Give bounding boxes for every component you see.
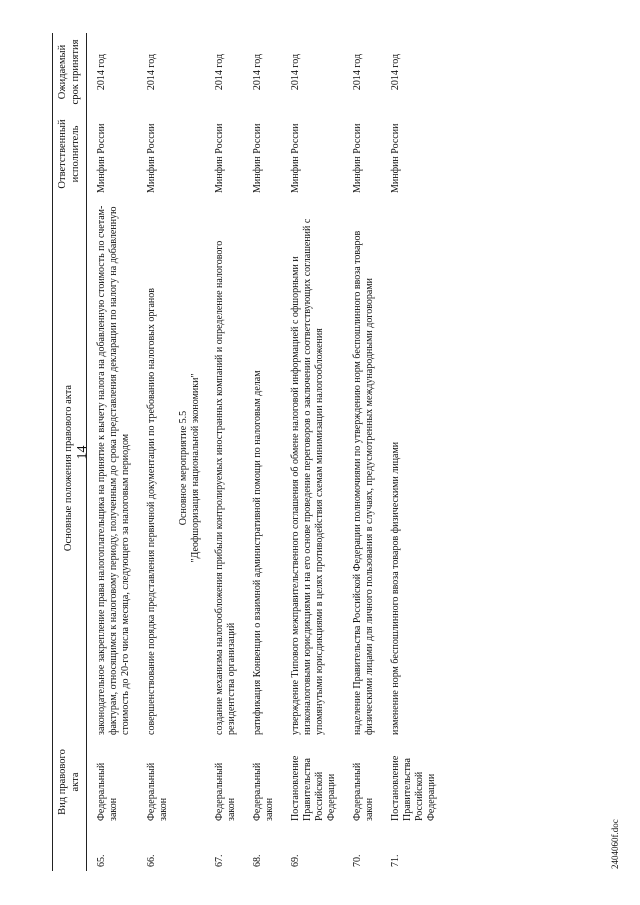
expected-deadline: 2014 год (252, 53, 264, 91)
table-row (281, 33, 343, 871)
responsible-executor: Минфин России (146, 123, 158, 193)
header-deadline: Ожидаемый срок принятия (53, 33, 87, 111)
header-act-type: Вид правового акта (53, 739, 87, 825)
responsible-executor: Минфин России (96, 123, 108, 193)
expected-deadline: 2014 год (214, 53, 226, 91)
act-provisions: создание механизма налогообложения прибыли контролируемых иностранных компаний и определение налогового резидентства организаций (214, 240, 238, 735)
expected-deadline: 2014 год (352, 53, 364, 91)
expected-deadline: 2014 год (96, 53, 108, 91)
section-heading (175, 197, 205, 739)
table-row (243, 33, 281, 871)
section-title: Основное мероприятие 5.5 (178, 410, 190, 526)
table-header-row (53, 33, 87, 871)
act-provisions: наделение Правительства Российской Федерации полномочиями по утверждению норм беспошлинного ввоза товаров физическими лицами для личного пользования в случаях, предусмотренных международными договорами (352, 230, 376, 735)
table-row (205, 33, 243, 871)
responsible-executor: Минфин России (214, 123, 226, 193)
act-type: Постановление Правительства Российской Федерации (290, 755, 338, 821)
row-number: 66. (146, 854, 158, 867)
expected-deadline: 2014 год (146, 53, 158, 91)
row-number: 67. (214, 854, 226, 867)
act-type: Федеральный закон (214, 762, 238, 821)
act-type: Федеральный закон (252, 762, 276, 821)
row-number: 68. (252, 854, 264, 867)
act-provisions: утверждение Типового межправительственного соглашения об обмене налоговой информацией с офшорными и низконалоговыми юрисдикциями и на его основе проведение переговоров о заключении соответствующих соглашений с упомянутыми юрисдикциями в целях противодействия схемам минимизации налогообложения (290, 218, 326, 735)
row-number: 65. (96, 854, 108, 867)
row-number: 69. (290, 854, 302, 867)
responsible-executor: Минфин России (390, 123, 402, 193)
act-provisions: ратификация Конвенции о взаимной административной помощи по налоговым делам (252, 370, 264, 735)
responsible-executor: Минфин России (290, 123, 302, 193)
header-num (53, 825, 87, 871)
section-subtitle: "Деофшоризация национальной экономики" (190, 373, 202, 563)
act-type: Федеральный закон (352, 762, 376, 821)
table-row (87, 33, 138, 871)
table-row (343, 33, 381, 871)
act-type: Федеральный закон (146, 762, 170, 821)
responsible-executor: Минфин России (352, 123, 364, 193)
act-type: Федеральный закон (96, 762, 120, 821)
expected-deadline: 2014 год (290, 53, 302, 91)
row-number: 70. (352, 854, 364, 867)
act-type: Постановление Правительства Российской Федерации (390, 755, 438, 821)
table-row (137, 33, 175, 871)
row-number: 71. (390, 854, 402, 867)
page-number: 14 (75, 445, 90, 460)
header-executor: Ответственный исполнитель (53, 111, 87, 197)
act-provisions: совершенствование порядка представления первичной документации по требованию налоговых органов (146, 287, 158, 735)
legal-acts-table (52, 33, 443, 871)
table-row (381, 33, 443, 871)
expected-deadline: 2014 год (390, 53, 402, 91)
section-heading-row (175, 33, 205, 871)
act-provisions: законодательное закрепление права налогоплательщика на принятие к вычету налога на добавленную стоимость по счетам-фактурам, относящимся к налоговому периоду, полученным до срока представления декларации по налогу на добавленную стоимость до 20-го числа месяца, следующего за налоговым периодом (96, 205, 132, 735)
responsible-executor: Минфин России (252, 123, 264, 193)
file-reference: 2404060f.doc (610, 819, 620, 869)
act-provisions: изменение норм беспошлинного ввоза товаров физическими лицами (390, 441, 402, 735)
header-provisions: Основные положения правового акта (53, 197, 87, 739)
